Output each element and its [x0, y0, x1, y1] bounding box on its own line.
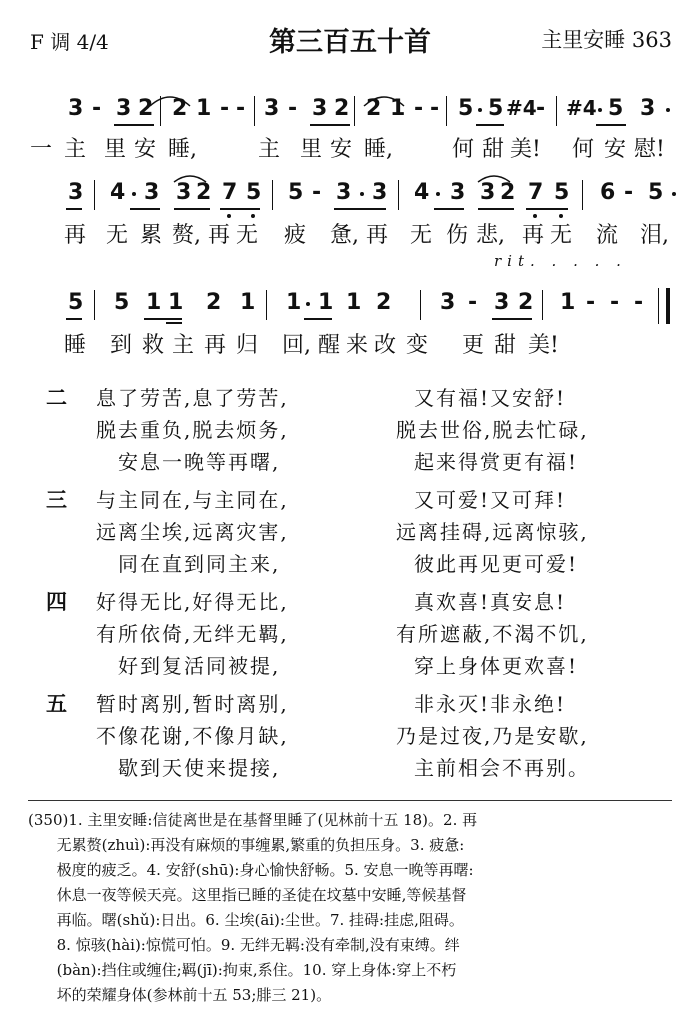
note: 1 — [168, 290, 184, 315]
verse-number: 二 — [46, 385, 67, 410]
note: - — [610, 290, 620, 315]
verse-line: 好得无比,好得无比, — [96, 590, 289, 614]
note: 3 — [68, 180, 84, 205]
note: 5 — [488, 96, 504, 121]
note: 3 — [440, 290, 456, 315]
note: 4 — [414, 180, 430, 205]
lyric: 主 — [172, 333, 195, 358]
lyric: 甜 — [482, 137, 505, 162]
lyric: 泪, — [640, 223, 669, 248]
footnotes: (350)1. 主里安睡:信徒离世是在基督里睡了(见林前十五 18)。2. 再 无累赘(zhuì):再没有麻烦的事缠累,繁重的负担压身。3. 疲惫: 极度的疲乏。4. 安舒(shū):身心愉快舒畅。5. 安息一晚等再曙: 休息一夜等候天亮。这里指已睡的圣徒在坟墓中安睡,等候基督 再临。曙(shǔ):日出。6. 尘埃(āi):尘世。7. 挂碍:挂虑,阻碍。 8. 惊骇(hài):惊慌可怕。9. 无绊无羁:没有牵制,没有束缚。绊 (bàn):挡住或缠住;羁(jī):拘束,系住。10. 穿上身体:穿上不朽 坏的荣耀身体(参林前十五 53;腓三 21)。 — [28, 811, 478, 1004]
note: #4 — [506, 96, 537, 120]
verse-line: 彼此再见更可爱! — [414, 552, 579, 576]
lyric: 再 — [522, 223, 545, 248]
lyric: 再 — [64, 223, 87, 248]
note: 3 — [312, 96, 328, 121]
note: 5 — [114, 290, 130, 315]
note: 1 — [318, 290, 334, 315]
lyric: 再 — [208, 223, 231, 248]
lyric: 累 — [140, 223, 163, 248]
lyric: 惫, — [330, 223, 359, 248]
note: - — [312, 180, 322, 205]
lyric: 归 — [236, 333, 259, 358]
lyric: 无 — [106, 223, 129, 248]
verse-line: 远离尘埃,远离灾害, — [96, 520, 289, 544]
note: 3 — [336, 180, 352, 205]
verse-line: 远离挂碍,远离惊骇, — [396, 520, 589, 544]
note: - — [92, 96, 102, 121]
verse-line: 又可爱!又可拜! — [414, 488, 567, 512]
lyric: 无 — [410, 223, 433, 248]
verse-line: 乃是过夜,乃是安歇, — [396, 724, 589, 748]
verse-number: 三 — [46, 487, 67, 512]
note: - — [468, 290, 478, 315]
note: - — [220, 96, 230, 121]
note: 3 — [264, 96, 280, 121]
lyric: 来 — [346, 333, 369, 358]
verse-line: 有所遮蔽,不渴不饥, — [396, 622, 589, 646]
lyric: 何 — [452, 137, 475, 162]
lyric: 变 — [406, 333, 429, 358]
verse-line: 非永灭!非永绝! — [414, 692, 567, 716]
note: 4 — [110, 180, 126, 205]
note: 3 — [640, 96, 656, 121]
note: 5 — [246, 180, 262, 205]
note: 3 — [116, 96, 132, 121]
hymn-title: 第三百五十首 — [269, 27, 431, 58]
verse-line: 安息一晚等再曙, — [118, 450, 281, 474]
lyric: 睡, — [364, 137, 393, 162]
lyric: 慰! — [634, 137, 665, 162]
lyric: 流 — [596, 223, 619, 248]
lyric: 伤 — [446, 223, 469, 248]
lyric: 美! — [528, 333, 559, 358]
note: 3 — [450, 180, 466, 205]
note: 6 — [600, 180, 616, 205]
note: - — [414, 96, 424, 121]
note: 1 — [390, 96, 406, 121]
lyric: 安 — [330, 137, 353, 162]
lyric: 再 — [204, 333, 227, 358]
score-row-2 — [0, 168, 700, 280]
hymn-name-number: 主里安睡 363 — [541, 28, 672, 52]
verse-line: 穿上身体更欢喜! — [414, 654, 579, 678]
note: 2 — [518, 290, 534, 315]
lyric: 无 — [550, 223, 573, 248]
lyric: 无 — [236, 223, 259, 248]
score-row-1 — [0, 86, 700, 166]
note: - — [634, 290, 644, 315]
note: 7 — [222, 180, 238, 205]
lyric: 里 — [104, 137, 127, 162]
verse-line: 歇到天使来提接, — [118, 756, 281, 780]
note: 2 — [206, 290, 222, 315]
note: 2 — [366, 96, 382, 121]
note: 1 — [346, 290, 362, 315]
lyric: 甜 — [494, 333, 517, 358]
lyric: 何 — [572, 137, 595, 162]
note: 1 — [560, 290, 576, 315]
lyric: 悲, — [476, 223, 505, 248]
lyric: 安 — [604, 137, 627, 162]
note: 7 — [528, 180, 544, 205]
lyric: 再 — [366, 223, 389, 248]
lyric: 改 — [374, 333, 397, 358]
lyric: 更 — [462, 333, 485, 358]
note: 3 — [68, 96, 84, 121]
verse-line: 与主同在,与主同在, — [96, 488, 289, 512]
verse-line: 息了劳苦,息了劳苦, — [96, 386, 289, 410]
note: 5 — [648, 180, 664, 205]
lyric: 睡, — [168, 137, 197, 162]
lyric: 美! — [510, 137, 541, 162]
verse-line: 起来得赏更有福! — [414, 450, 579, 474]
lyric: 到 — [110, 333, 133, 358]
verse-line: 有所依倚,无绊无羁, — [96, 622, 289, 646]
note: - — [536, 96, 546, 121]
note: 3 — [372, 180, 388, 205]
note: 3 — [494, 290, 510, 315]
lyric: 醒 — [318, 333, 341, 358]
verse-line: 又有福!又安舒! — [414, 386, 567, 410]
ritardando-mark: rit. . . . . — [494, 252, 627, 270]
note: - — [430, 96, 440, 121]
verse-line: 不像花谢,不像月缺, — [96, 724, 289, 748]
note: 1 — [286, 290, 302, 315]
lyric: 赘, — [172, 223, 201, 248]
note: 5 — [288, 180, 304, 205]
verse-number: 四 — [46, 589, 67, 614]
verse-line: 主前相会不再别。 — [414, 756, 590, 780]
verse-line: 真欢喜!真安息! — [414, 590, 567, 614]
score-row-3 — [0, 282, 700, 362]
note: #4 — [566, 96, 597, 120]
verse-number: 五 — [46, 691, 67, 716]
note: 3 — [144, 180, 160, 205]
note: - — [288, 96, 298, 121]
final-barline — [658, 288, 670, 324]
note: 5 — [68, 290, 84, 315]
note: 1 — [146, 290, 162, 315]
note: 5 — [608, 96, 624, 121]
verse-line: 脱去世俗,脱去忙碌, — [396, 418, 589, 442]
note: - — [624, 180, 634, 205]
lyric: 疲 — [284, 223, 307, 248]
note: - — [236, 96, 246, 121]
key-signature: F 调 4/4 — [30, 30, 109, 54]
note: 2 — [138, 96, 154, 121]
note: 5 — [554, 180, 570, 205]
lyric: 救 — [142, 333, 165, 358]
note: 1 — [240, 290, 256, 315]
verse-line: 好到复活同被提, — [118, 654, 281, 678]
note: 2 — [500, 180, 516, 205]
note: 2 — [376, 290, 392, 315]
lyric: 里 — [300, 137, 323, 162]
note: 2 — [172, 96, 188, 121]
verse-line: 脱去重负,脱去烦务, — [96, 418, 289, 442]
note: 3 — [480, 180, 496, 205]
note: 1 — [196, 96, 212, 121]
verse-number: 一 — [30, 137, 53, 162]
lyric: 睡 — [64, 333, 87, 358]
note: - — [586, 290, 596, 315]
note: 3 — [176, 180, 192, 205]
verse-line: 暂时离别,暂时离别, — [96, 692, 289, 716]
divider — [28, 800, 672, 801]
lyric: 主 — [258, 137, 281, 162]
lyric: 回, — [282, 333, 311, 358]
lyric: 安 — [134, 137, 157, 162]
note: 5 — [458, 96, 474, 121]
verse-line: 同在直到同主来, — [118, 552, 281, 576]
note: 2 — [334, 96, 350, 121]
lyric: 主 — [64, 137, 87, 162]
note: 2 — [196, 180, 212, 205]
